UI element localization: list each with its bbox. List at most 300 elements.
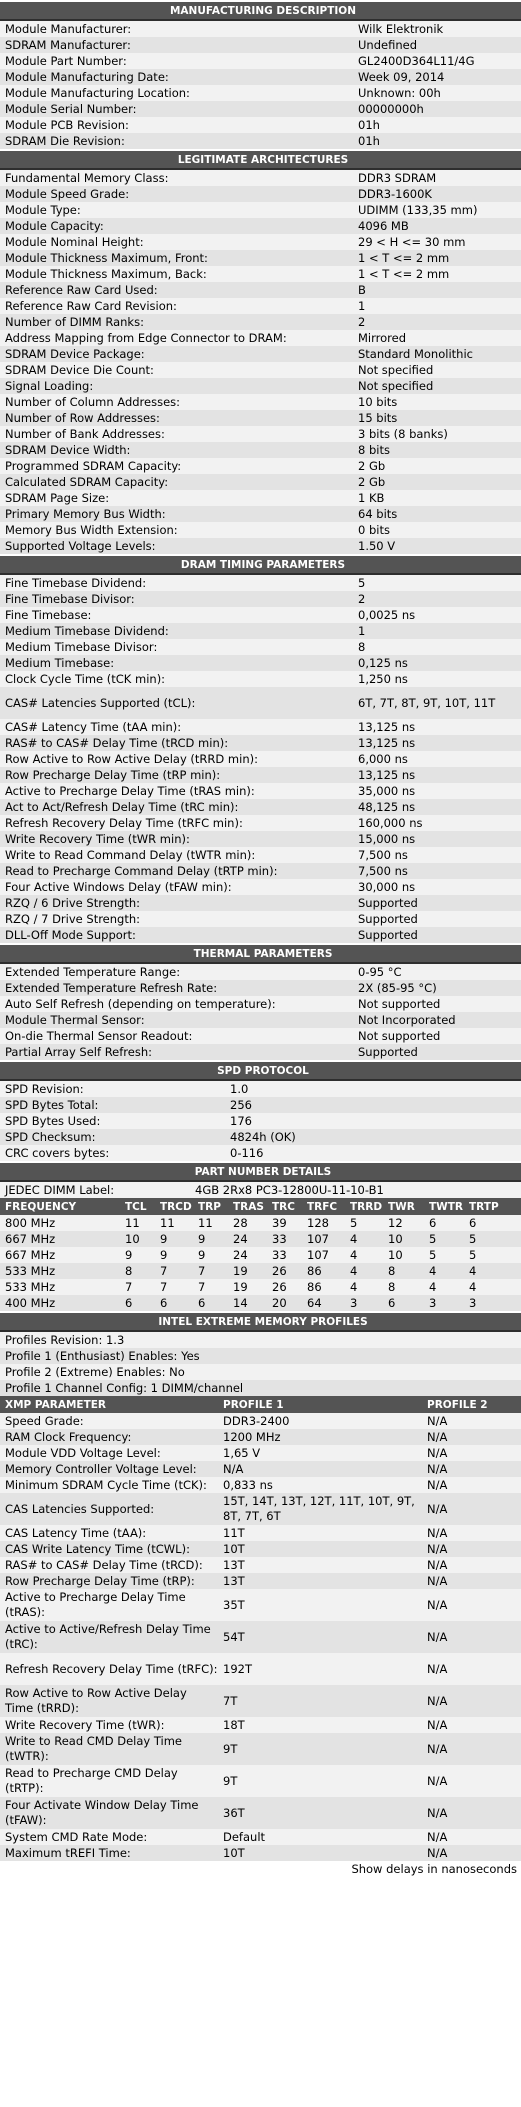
kv-row — [0, 202, 521, 218]
kv-row — [0, 751, 521, 767]
field-label: SDRAM Device Width: — [0, 442, 353, 458]
xmp-profile1-value: DDR3-2400 — [218, 1413, 422, 1429]
freq-cell: 86 — [302, 1263, 345, 1279]
column-header: TRAS — [228, 1198, 267, 1215]
xmp-row — [0, 1829, 521, 1845]
xmp-parameter: Memory Controller Voltage Level: — [0, 1461, 218, 1477]
freq-cell: 26 — [267, 1279, 302, 1295]
freq-cell: 4 — [345, 1231, 383, 1247]
field-value: 2 Gb — [353, 458, 521, 474]
xmp-column-header-row — [0, 1396, 521, 1413]
xmp-row — [0, 1429, 521, 1445]
xmp-profile2-value: N/A — [422, 1717, 521, 1733]
xmp-profile1-value: 35T — [218, 1589, 422, 1621]
field-value: Supported — [353, 1044, 521, 1060]
kv-row — [0, 234, 521, 250]
kv-row — [0, 250, 521, 266]
field-value: Standard Monolithic — [353, 346, 521, 362]
xmp-profile2-value: N/A — [422, 1461, 521, 1477]
field-value: Not specified — [353, 378, 521, 394]
field-value: 256 — [225, 1097, 521, 1113]
field-label: SPD Checksum: — [0, 1129, 225, 1145]
field-value: 0-95 °C — [353, 963, 521, 980]
freq-cell: 24 — [228, 1247, 267, 1263]
field-label: Number of DIMM Ranks: — [0, 314, 353, 330]
field-value: Supported — [353, 927, 521, 944]
kv-row — [0, 687, 521, 719]
field-label: Reference Raw Card Used: — [0, 282, 353, 298]
field-label: SDRAM Device Package: — [0, 346, 353, 362]
xmp-profile1-value: 13T — [218, 1557, 422, 1573]
column-header: TRP — [193, 1198, 228, 1215]
section-header — [0, 555, 521, 574]
field-label: SDRAM Device Die Count: — [0, 362, 353, 378]
xmp-profile1-value: 15T, 14T, 13T, 12T, 11T, 10T, 9T, 8T, 7T, 6T — [218, 1493, 422, 1525]
field-label: Signal Loading: — [0, 378, 353, 394]
field-value: 13,125 ns — [353, 719, 521, 735]
kv-row — [0, 37, 521, 53]
field-value: 5 — [353, 574, 521, 591]
freq-cell: 6 — [424, 1215, 464, 1231]
freq-cell: 7 — [193, 1263, 228, 1279]
field-value: Not Incorporated — [353, 1012, 521, 1028]
field-label: Module PCB Revision: — [0, 117, 353, 133]
section-title: THERMAL PARAMETERS — [0, 944, 521, 963]
freq-cell: 19 — [228, 1263, 267, 1279]
freq-cell: 9 — [155, 1247, 193, 1263]
xmp-info-text: Profile 1 Channel Config: 1 DIMM/channel — [0, 1380, 521, 1396]
section-title: INTEL EXTREME MEMORY PROFILES — [0, 1312, 521, 1331]
field-label: On-die Thermal Sensor Readout: — [0, 1028, 353, 1044]
xmp-info-row — [0, 1331, 521, 1348]
kv-row — [0, 362, 521, 378]
field-label: DLL-Off Mode Support: — [0, 927, 353, 944]
kv-row — [0, 1044, 521, 1060]
xmp-profile1-value: 13T — [218, 1573, 422, 1589]
field-label: CRC covers bytes: — [0, 1145, 225, 1161]
field-value: 2 Gb — [353, 474, 521, 490]
field-value: Wilk Elektronik — [353, 20, 521, 37]
field-label: Module Manufacturing Date: — [0, 69, 353, 85]
xmp-info-text: Profile 1 (Enthusiast) Enables: Yes — [0, 1348, 521, 1364]
xmp-parameter: Row Precharge Delay Time (tRP): — [0, 1573, 218, 1589]
xmp-parameter: RAS# to CAS# Delay Time (tRCD): — [0, 1557, 218, 1573]
freq-cell: 9 — [155, 1231, 193, 1247]
kv-row — [0, 623, 521, 639]
field-value: 13,125 ns — [353, 735, 521, 751]
xmp-profile2-value: N/A — [422, 1557, 521, 1573]
field-value: 1 < T <= 2 mm — [353, 250, 521, 266]
field-value: 0-116 — [225, 1145, 521, 1161]
freq-cell: 5 — [424, 1247, 464, 1263]
xmp-info-row — [0, 1348, 521, 1364]
field-label: Auto Self Refresh (depending on temperature): — [0, 996, 353, 1012]
xmp-profile1-value: 1200 MHz — [218, 1429, 422, 1445]
field-label: RAS# to CAS# Delay Time (tRCD min): — [0, 735, 353, 751]
column-header: PROFILE 1 — [218, 1396, 422, 1413]
kv-row — [0, 314, 521, 330]
kv-row — [0, 298, 521, 314]
freq-cell: 6 — [464, 1215, 521, 1231]
freq-cell: 533 MHz — [0, 1263, 120, 1279]
column-header: PROFILE 2 — [422, 1396, 521, 1413]
field-value: 1.50 V — [353, 538, 521, 555]
xmp-profile2-value: N/A — [422, 1685, 521, 1717]
freq-cell: 7 — [155, 1263, 193, 1279]
field-label: Module Type: — [0, 202, 353, 218]
field-value: 6,000 ns — [353, 751, 521, 767]
field-value: 15 bits — [353, 410, 521, 426]
field-value: 1 — [353, 298, 521, 314]
xmp-parameter: Write Recovery Time (tWR): — [0, 1717, 218, 1733]
freq-cell: 86 — [302, 1279, 345, 1295]
field-value: 8 bits — [353, 442, 521, 458]
field-label: Module Nominal Height: — [0, 234, 353, 250]
xmp-parameter: CAS Write Latency Time (tCWL): — [0, 1541, 218, 1557]
freq-cell: 11 — [155, 1215, 193, 1231]
xmp-parameter: Write to Read CMD Delay Time (tWTR): — [0, 1733, 218, 1765]
freq-cell: 4 — [464, 1263, 521, 1279]
kv-row — [0, 426, 521, 442]
kv-row — [0, 767, 521, 783]
field-label: Calculated SDRAM Capacity: — [0, 474, 353, 490]
freq-cell: 4 — [424, 1279, 464, 1295]
field-value: GL2400D364L11/4G — [353, 53, 521, 69]
column-header: XMP PARAMETER — [0, 1396, 218, 1413]
kv-row — [0, 282, 521, 298]
freq-row — [0, 1279, 521, 1295]
xmp-parameter: Four Activate Window Delay Time (tFAW): — [0, 1797, 218, 1829]
field-value: 4GB 2Rx8 PC3-12800U-11-10-B1 — [190, 1181, 521, 1198]
field-value: Undefined — [353, 37, 521, 53]
field-label: Module Manufacturing Location: — [0, 85, 353, 101]
field-label: Fine Timebase Divisor: — [0, 591, 353, 607]
xmp-info-text: Profiles Revision: 1.3 — [0, 1331, 521, 1348]
kv-row — [0, 69, 521, 85]
field-value: 1 — [353, 623, 521, 639]
freq-cell: 533 MHz — [0, 1279, 120, 1295]
kv-row — [0, 815, 521, 831]
field-label: Fine Timebase: — [0, 607, 353, 623]
xmp-header — [0, 1312, 521, 1331]
xmp-profile2-value: N/A — [422, 1621, 521, 1653]
field-value: Week 09, 2014 — [353, 69, 521, 85]
section-title: PART NUMBER DETAILS — [0, 1162, 521, 1181]
xmp-row — [0, 1797, 521, 1829]
show-delays-ns-link[interactable]: Show delays in nanoseconds — [0, 1861, 521, 1877]
kv-row — [0, 186, 521, 202]
xmp-profile2-value: N/A — [422, 1445, 521, 1461]
freq-cell: 4 — [424, 1263, 464, 1279]
part-number-table — [0, 1161, 521, 1198]
xmp-profile1-value: 10T — [218, 1541, 422, 1557]
xmp-profile2-value: N/A — [422, 1765, 521, 1797]
field-label: Module Speed Grade: — [0, 186, 353, 202]
field-label: SDRAM Manufacturer: — [0, 37, 353, 53]
kv-row — [0, 963, 521, 980]
freq-cell: 5 — [464, 1247, 521, 1263]
field-value: 6T, 7T, 8T, 9T, 10T, 11T — [353, 687, 521, 719]
xmp-profile2-value: N/A — [422, 1429, 521, 1445]
xmp-profile1-value: Default — [218, 1829, 422, 1845]
xmp-profile1-value: N/A — [218, 1461, 422, 1477]
xmp-parameter: Read to Precharge CMD Delay (tRTP): — [0, 1765, 218, 1797]
xmp-profile2-value: N/A — [422, 1829, 521, 1845]
field-label: SDRAM Page Size: — [0, 490, 353, 506]
section-header — [0, 944, 521, 963]
freq-cell: 5 — [464, 1231, 521, 1247]
field-label: Primary Memory Bus Width: — [0, 506, 353, 522]
freq-row — [0, 1295, 521, 1311]
xmp-row — [0, 1765, 521, 1797]
field-value: 176 — [225, 1113, 521, 1129]
freq-cell: 20 — [267, 1295, 302, 1311]
kv-row — [0, 591, 521, 607]
kv-row — [0, 218, 521, 234]
field-value: 2X (85-95 °C) — [353, 980, 521, 996]
kv-row — [0, 330, 521, 346]
field-label: Module Manufacturer: — [0, 20, 353, 37]
freq-cell: 9 — [193, 1231, 228, 1247]
kv-row — [0, 735, 521, 751]
field-label: SPD Bytes Total: — [0, 1097, 225, 1113]
xmp-info-row — [0, 1364, 521, 1380]
kv-row — [0, 378, 521, 394]
field-label: Clock Cycle Time (tCK min): — [0, 671, 353, 687]
freq-cell: 26 — [267, 1263, 302, 1279]
field-value: Not supported — [353, 1028, 521, 1044]
field-label: Row Precharge Delay Time (tRP min): — [0, 767, 353, 783]
freq-table-header — [0, 1198, 521, 1215]
kv-row — [0, 847, 521, 863]
kv-row — [0, 410, 521, 426]
freq-cell: 3 — [464, 1295, 521, 1311]
kv-row — [0, 506, 521, 522]
kv-row — [0, 458, 521, 474]
section-header — [0, 150, 521, 169]
freq-cell: 667 MHz — [0, 1247, 120, 1263]
column-header: TWR — [383, 1198, 424, 1215]
kv-row — [0, 474, 521, 490]
xmp-profile1-value: 9T — [218, 1765, 422, 1797]
xmp-parameter: CAS Latencies Supported: — [0, 1493, 218, 1525]
field-value: 8 — [353, 639, 521, 655]
field-label: CAS# Latency Time (tAA min): — [0, 719, 353, 735]
field-value: 30,000 ns — [353, 879, 521, 895]
xmp-profile1-value: 7T — [218, 1685, 422, 1717]
field-value: Supported — [353, 911, 521, 927]
xmp-row — [0, 1541, 521, 1557]
kv-row — [0, 783, 521, 799]
kv-row — [0, 522, 521, 538]
field-label: Reference Raw Card Revision: — [0, 298, 353, 314]
freq-cell: 8 — [383, 1279, 424, 1295]
xmp-profile1-value: 36T — [218, 1797, 422, 1829]
kv-row — [0, 101, 521, 117]
freq-row — [0, 1215, 521, 1231]
xmp-row — [0, 1589, 521, 1621]
kv-row — [0, 879, 521, 895]
freq-row — [0, 1247, 521, 1263]
freq-cell: 800 MHz — [0, 1215, 120, 1231]
field-label: RZQ / 6 Drive Strength: — [0, 895, 353, 911]
freq-cell: 11 — [120, 1215, 155, 1231]
xmp-parameter: Active to Precharge Delay Time (tRAS): — [0, 1589, 218, 1621]
field-label: Write to Read Command Delay (tWTR min): — [0, 847, 353, 863]
xmp-profile1-value: 9T — [218, 1733, 422, 1765]
field-value: Not specified — [353, 362, 521, 378]
xmp-profile1-value: 18T — [218, 1717, 422, 1733]
field-label: Medium Timebase: — [0, 655, 353, 671]
column-header: TRC — [267, 1198, 302, 1215]
freq-cell: 9 — [120, 1247, 155, 1263]
field-label: SPD Revision: — [0, 1080, 225, 1097]
column-header: FREQUENCY — [0, 1198, 120, 1215]
freq-cell: 6 — [120, 1295, 155, 1311]
kv-row — [0, 655, 521, 671]
xmp-row — [0, 1525, 521, 1541]
xmp-profile2-value: N/A — [422, 1477, 521, 1493]
field-value: 01h — [353, 117, 521, 133]
kv-row — [0, 799, 521, 815]
field-label: Fundamental Memory Class: — [0, 169, 353, 186]
section-title: DRAM TIMING PARAMETERS — [0, 555, 521, 574]
kv-row — [0, 394, 521, 410]
freq-cell: 14 — [228, 1295, 267, 1311]
freq-cell: 7 — [193, 1279, 228, 1295]
column-header: TWTR — [424, 1198, 464, 1215]
kv-row — [0, 85, 521, 101]
field-label: Medium Timebase Divisor: — [0, 639, 353, 655]
field-value: 15,000 ns — [353, 831, 521, 847]
xmp-parameter: Active to Active/Refresh Delay Time (tRC): — [0, 1621, 218, 1653]
kv-row — [0, 927, 521, 944]
xmp-table — [0, 1311, 521, 1861]
field-label: Module Capacity: — [0, 218, 353, 234]
freq-cell: 10 — [383, 1231, 424, 1247]
field-label: Module Part Number: — [0, 53, 353, 69]
xmp-row — [0, 1845, 521, 1861]
field-label: Memory Bus Width Extension: — [0, 522, 353, 538]
freq-row — [0, 1231, 521, 1247]
field-value: 2 — [353, 314, 521, 330]
xmp-info-row — [0, 1380, 521, 1396]
freq-cell: 12 — [383, 1215, 424, 1231]
field-value: B — [353, 282, 521, 298]
field-label: Medium Timebase Dividend: — [0, 623, 353, 639]
section-title: LEGITIMATE ARCHITECTURES — [0, 150, 521, 169]
xmp-row — [0, 1557, 521, 1573]
xmp-row — [0, 1653, 521, 1685]
field-value: Mirrored — [353, 330, 521, 346]
freq-cell: 7 — [120, 1279, 155, 1295]
xmp-parameter: Row Active to Row Active Delay Time (tRRD): — [0, 1685, 218, 1717]
column-header: TRFC — [302, 1198, 345, 1215]
xmp-profile2-value: N/A — [422, 1845, 521, 1861]
kv-row — [0, 1181, 521, 1198]
xmp-row — [0, 1733, 521, 1765]
field-value: 7,500 ns — [353, 863, 521, 879]
kv-row — [0, 117, 521, 133]
field-label: Programmed SDRAM Capacity: — [0, 458, 353, 474]
xmp-row — [0, 1493, 521, 1525]
field-label: Read to Precharge Command Delay (tRTP min): — [0, 863, 353, 879]
kv-row — [0, 1113, 521, 1129]
xmp-profile2-value: N/A — [422, 1493, 521, 1525]
xmp-parameter: Refresh Recovery Delay Time (tRFC): — [0, 1653, 218, 1685]
xmp-profile1-value: 0,833 ns — [218, 1477, 422, 1493]
freq-cell: 667 MHz — [0, 1231, 120, 1247]
freq-cell: 9 — [193, 1247, 228, 1263]
field-label: Number of Column Addresses: — [0, 394, 353, 410]
field-value: 13,125 ns — [353, 767, 521, 783]
column-header: TCL — [120, 1198, 155, 1215]
xmp-row — [0, 1717, 521, 1733]
kv-row — [0, 266, 521, 282]
freq-cell: 7 — [155, 1279, 193, 1295]
field-value: 0,0025 ns — [353, 607, 521, 623]
xmp-profile1-value: 10T — [218, 1845, 422, 1861]
field-value: 35,000 ns — [353, 783, 521, 799]
kv-row — [0, 607, 521, 623]
xmp-row — [0, 1461, 521, 1477]
xmp-row — [0, 1413, 521, 1429]
freq-cell: 107 — [302, 1231, 345, 1247]
xmp-row — [0, 1685, 521, 1717]
field-label: RZQ / 7 Drive Strength: — [0, 911, 353, 927]
field-label: SDRAM Die Revision: — [0, 133, 353, 150]
freq-row — [0, 1263, 521, 1279]
xmp-parameter: CAS Latency Time (tAA): — [0, 1525, 218, 1541]
field-value: DDR3-1600K — [353, 186, 521, 202]
field-label: Number of Row Addresses: — [0, 410, 353, 426]
xmp-row — [0, 1621, 521, 1653]
field-value: 1 KB — [353, 490, 521, 506]
field-label: Module Thickness Maximum, Front: — [0, 250, 353, 266]
freq-cell: 4 — [345, 1247, 383, 1263]
xmp-profile2-value: N/A — [422, 1413, 521, 1429]
xmp-profile2-value: N/A — [422, 1797, 521, 1829]
kv-row — [0, 20, 521, 37]
kv-row — [0, 133, 521, 150]
field-value: 4824h (OK) — [225, 1129, 521, 1145]
field-value: 01h — [353, 133, 521, 150]
xmp-parameter: RAM Clock Frequency: — [0, 1429, 218, 1445]
field-value: 1.0 — [225, 1080, 521, 1097]
xmp-profile2-value: N/A — [422, 1525, 521, 1541]
part-number-header — [0, 1162, 521, 1181]
kv-row — [0, 169, 521, 186]
section-title: MANUFACTURING DESCRIPTION — [0, 1, 521, 20]
kv-row — [0, 1097, 521, 1113]
kv-row — [0, 831, 521, 847]
field-value: 29 < H <= 30 mm — [353, 234, 521, 250]
xmp-parameter: Module VDD Voltage Level: — [0, 1445, 218, 1461]
field-value: 10 bits — [353, 394, 521, 410]
field-value: 4096 MB — [353, 218, 521, 234]
freq-cell: 107 — [302, 1247, 345, 1263]
field-value: 7,500 ns — [353, 847, 521, 863]
kv-row — [0, 574, 521, 591]
field-label: Address Mapping from Edge Connector to DRAM: — [0, 330, 353, 346]
kv-row — [0, 1145, 521, 1161]
xmp-info-text: Profile 2 (Extreme) Enables: No — [0, 1364, 521, 1380]
section-title: SPD PROTOCOL — [0, 1061, 521, 1080]
field-label: Fine Timebase Dividend: — [0, 574, 353, 591]
field-value: Unknown: 00h — [353, 85, 521, 101]
kv-row — [0, 53, 521, 69]
freq-cell: 3 — [424, 1295, 464, 1311]
